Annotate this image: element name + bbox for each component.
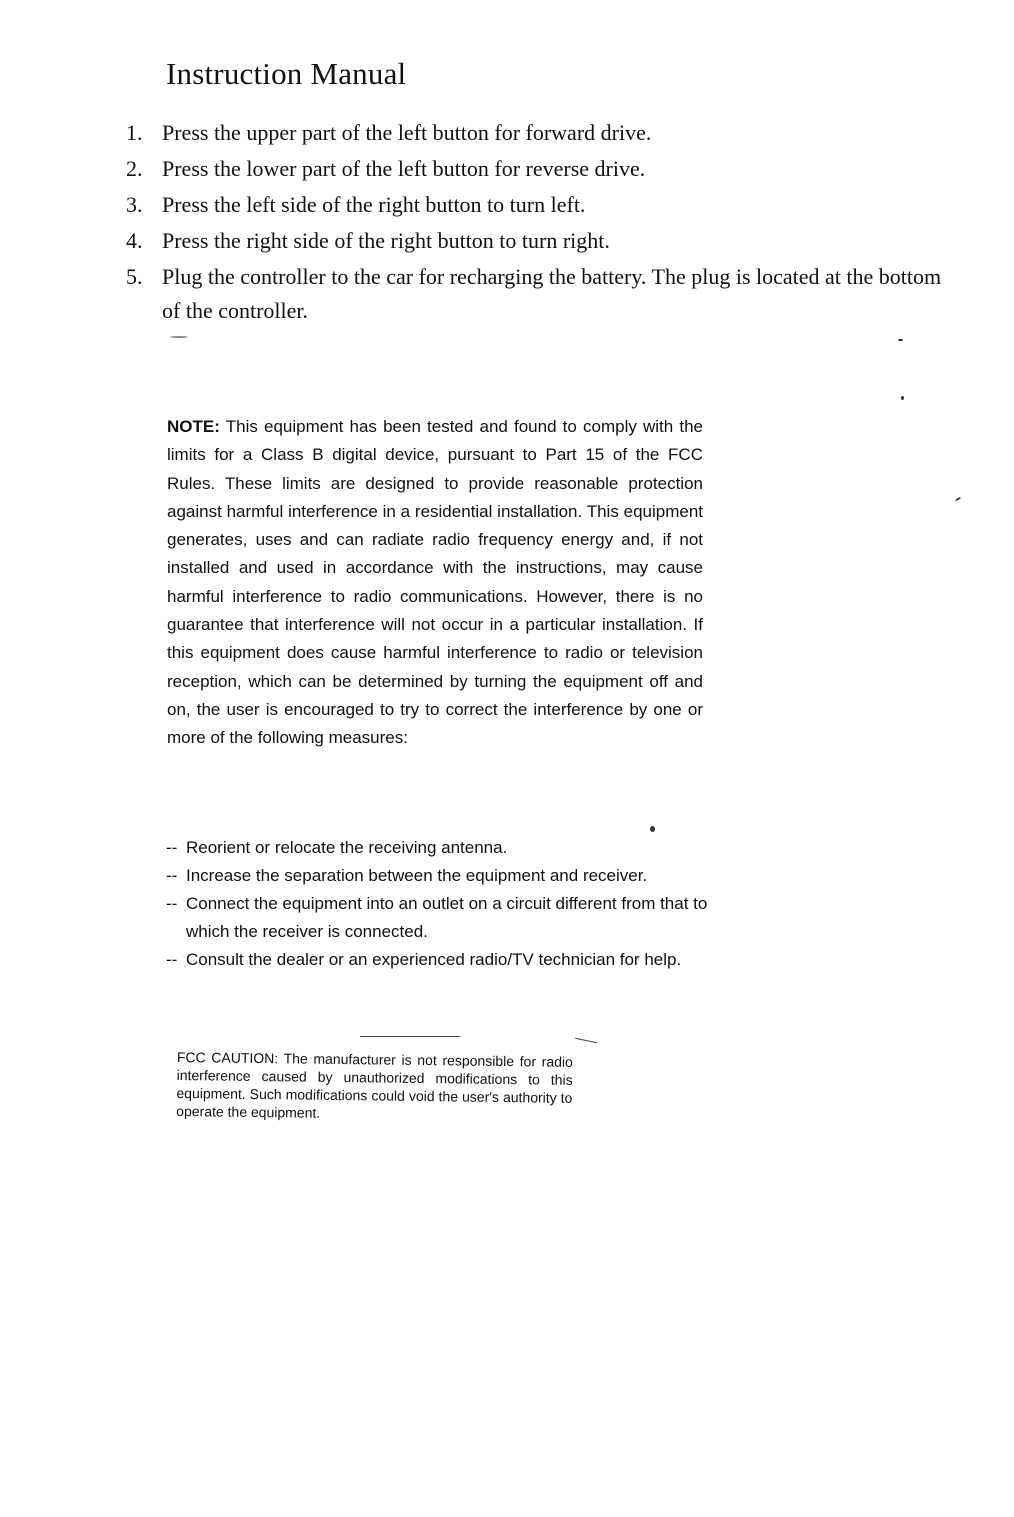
step-item: [118, 188, 958, 222]
measure-dash: --: [166, 950, 178, 969]
fcc-note-paragraph: [167, 413, 703, 753]
note-label: NOTE:: [167, 417, 220, 436]
page-title: Instruction Manual: [166, 56, 407, 91]
measure-dash: --: [166, 838, 178, 857]
step-text: Press the right side of the right button to turn right.: [162, 228, 610, 253]
step-text: Plug the controller to the car for recharging the battery. The plug is located at the bottom of the controller.: [162, 264, 942, 323]
step-number: 2.: [126, 156, 143, 181]
note-text: This equipment has been tested and found to comply with the limits for a Class B digital device, pursuant to Part 15 of the FCC Rules. These limits are designed to provide reasonable protection against harmful interference in a residential installation. This equipment generates, uses and can radiate radio frequency energy and, if not installed and used in accordance with the instructions, may cause harmful interference to radio communications. However, there is no guarantee that interference will not occur in a particular installation. If this equipment does cause harmful interference to radio or television reception, which can be determined by turning the equipment off and on, the user is encouraged to try to correct the interference by one or more of the following measures:: [167, 417, 703, 748]
step-text: Press the upper part of the left button for forward drive.: [162, 120, 652, 145]
measure-item: [166, 862, 726, 890]
measure-text: Increase the separation between the equipment and receiver.: [186, 866, 648, 885]
scan-rule-mark: [575, 1038, 597, 1044]
scan-speck: [955, 497, 961, 502]
step-item: [118, 152, 958, 186]
measure-item: [166, 834, 726, 862]
step-text: Press the left side of the right button to turn left.: [162, 192, 586, 217]
step-text: Press the lower part of the left button for reverse drive.: [162, 156, 646, 181]
measure-item: [166, 890, 726, 946]
step-item: [118, 116, 958, 150]
scan-speck: [650, 826, 655, 832]
scan-speck: [901, 396, 904, 400]
scan-rule-mark: [360, 1036, 460, 1037]
measure-text: Consult the dealer or an experienced radio/TV technician for help.: [186, 950, 682, 969]
fcc-caution-paragraph: FCC CAUTION: The manufacturer is not responsible for radio interference caused by unauthorized modifications to this equipment. Such modifications could void the user's authority to operate the equipment.: [176, 1048, 573, 1121]
scan-speck: [170, 336, 188, 338]
step-number: 4.: [126, 228, 143, 253]
measure-text: Connect the equipment into an outlet on a circuit different from that to which the receiver is connected.: [186, 894, 708, 941]
measure-dash: --: [166, 866, 178, 885]
step-item: [118, 260, 958, 328]
measure-item: [166, 946, 726, 974]
measure-text: Reorient or relocate the receiving antenna.: [186, 838, 508, 857]
step-item: [118, 224, 958, 258]
step-number: 3.: [126, 192, 143, 217]
scan-speck: [898, 339, 903, 341]
instruction-steps: [118, 116, 958, 330]
step-number: 1.: [126, 120, 143, 145]
measure-dash: --: [166, 894, 178, 913]
interference-measures-list: [166, 834, 726, 974]
step-number: 5.: [126, 264, 143, 289]
